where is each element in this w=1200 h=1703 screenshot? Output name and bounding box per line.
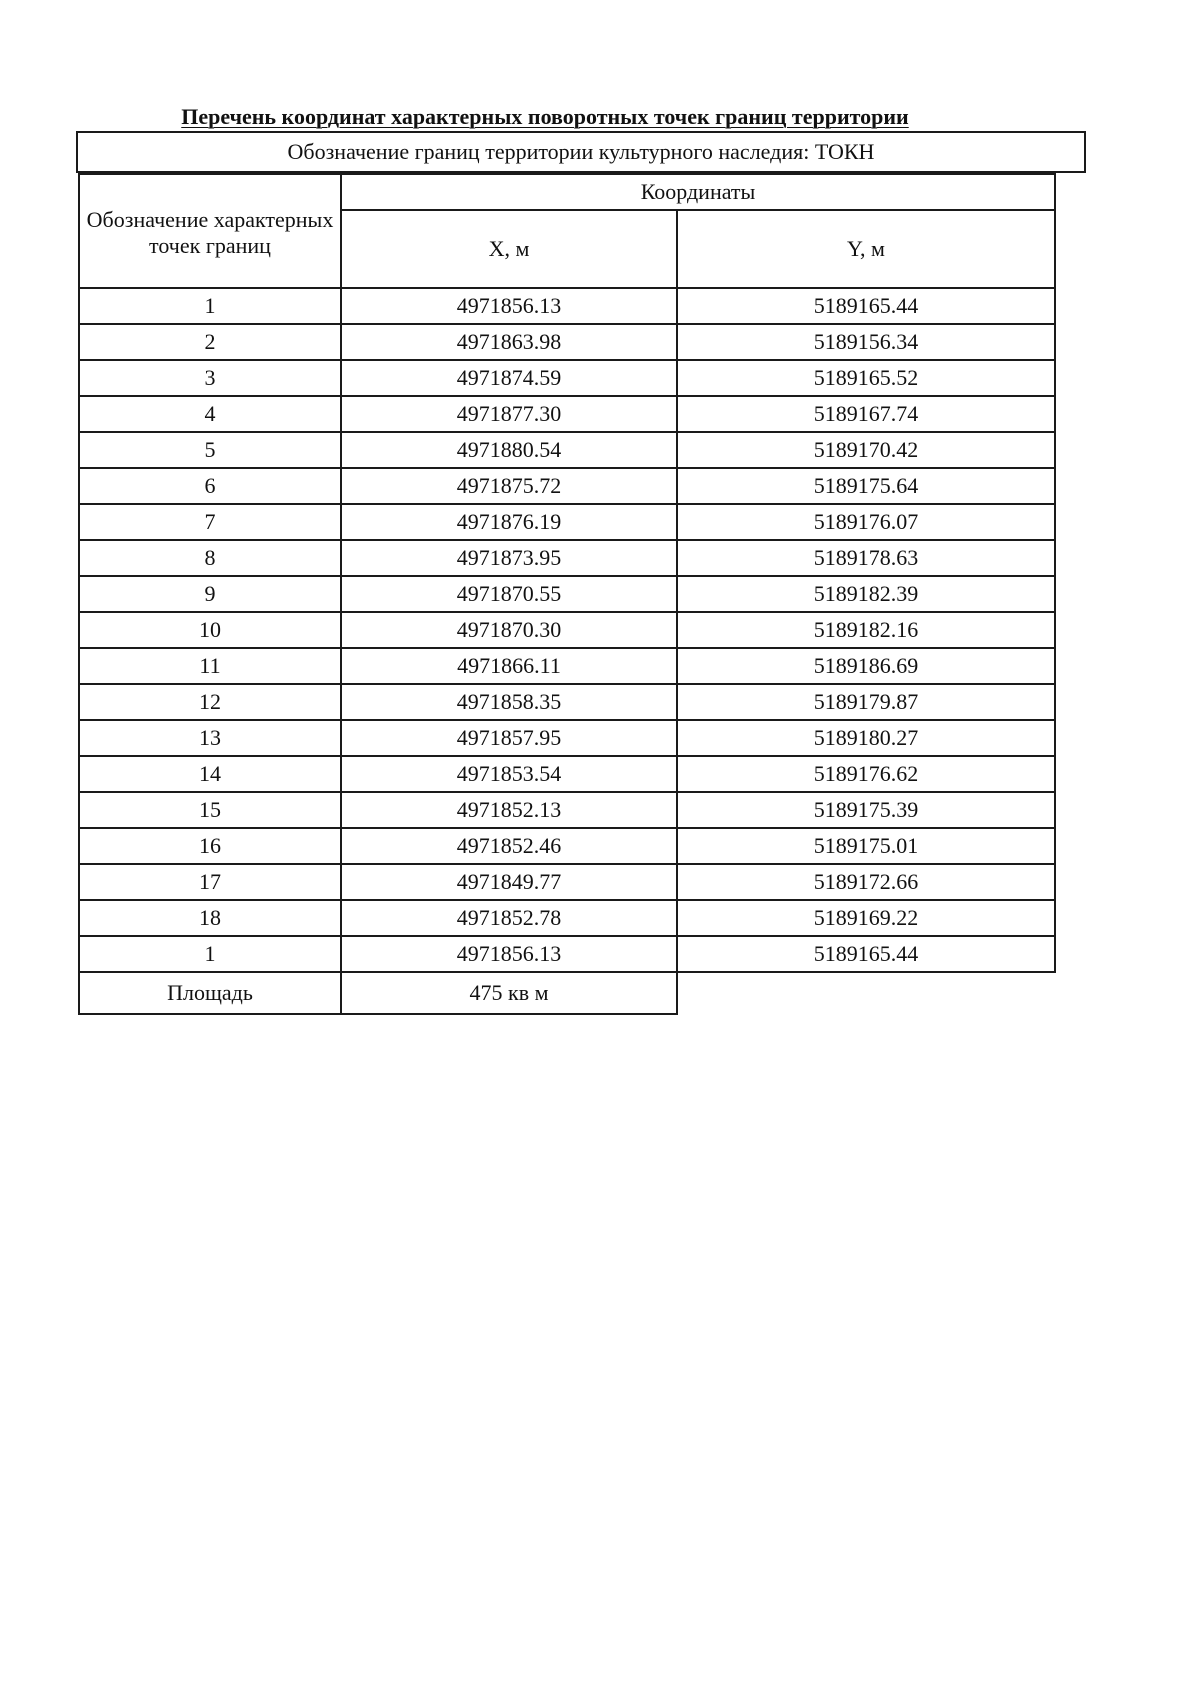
x-cell: 4971852.13 <box>341 792 677 828</box>
table-row <box>79 828 1055 864</box>
x-cell: 4971858.35 <box>341 684 677 720</box>
y-cell: 5189176.62 <box>677 756 1055 792</box>
point-cell: 16 <box>79 828 341 864</box>
y-cell: 5189169.22 <box>677 900 1055 936</box>
x-cell: 4971877.30 <box>341 396 677 432</box>
territory-designation-text: Обозначение границ территории культурного наследия: ТОКН <box>287 139 875 164</box>
y-cell: 5189165.44 <box>677 936 1055 972</box>
point-cell: 18 <box>79 900 341 936</box>
header-coordinates: Координаты <box>341 174 1055 210</box>
area-value: 475 кв м <box>341 972 677 1014</box>
y-cell: 5189165.44 <box>677 288 1055 324</box>
x-cell: 4971853.54 <box>341 756 677 792</box>
y-cell: 5189175.01 <box>677 828 1055 864</box>
header-x: X, м <box>341 210 677 288</box>
y-cell: 5189182.39 <box>677 576 1055 612</box>
header-point-designation: Обозначение характерных точек границ <box>79 174 341 288</box>
point-cell: 8 <box>79 540 341 576</box>
point-cell: 4 <box>79 396 341 432</box>
point-cell: 12 <box>79 684 341 720</box>
table-row <box>79 432 1055 468</box>
point-cell: 1 <box>79 288 341 324</box>
point-cell: 15 <box>79 792 341 828</box>
y-cell: 5189182.16 <box>677 612 1055 648</box>
document-title: Перечень координат характерных поворотных точек границ территории <box>181 104 909 129</box>
y-cell: 5189186.69 <box>677 648 1055 684</box>
y-cell: 5189172.66 <box>677 864 1055 900</box>
table-row <box>79 324 1055 360</box>
x-cell: 4971870.30 <box>341 612 677 648</box>
y-cell: 5189175.64 <box>677 468 1055 504</box>
y-cell: 5189179.87 <box>677 684 1055 720</box>
point-cell: 9 <box>79 576 341 612</box>
x-cell: 4971852.46 <box>341 828 677 864</box>
table-row <box>79 720 1055 756</box>
x-cell: 4971852.78 <box>341 900 677 936</box>
x-cell: 4971856.13 <box>341 936 677 972</box>
point-cell: 1 <box>79 936 341 972</box>
x-cell: 4971880.54 <box>341 432 677 468</box>
y-cell: 5189175.39 <box>677 792 1055 828</box>
point-cell: 11 <box>79 648 341 684</box>
point-cell: 6 <box>79 468 341 504</box>
y-cell: 5189167.74 <box>677 396 1055 432</box>
x-cell: 4971856.13 <box>341 288 677 324</box>
point-cell: 10 <box>79 612 341 648</box>
x-cell: 4971849.77 <box>341 864 677 900</box>
table-row <box>79 648 1055 684</box>
table-row <box>79 684 1055 720</box>
table-row <box>79 288 1055 324</box>
x-cell: 4971870.55 <box>341 576 677 612</box>
x-cell: 4971873.95 <box>341 540 677 576</box>
area-empty-cell <box>677 972 1055 1014</box>
table-row <box>79 396 1055 432</box>
y-cell: 5189180.27 <box>677 720 1055 756</box>
table-row <box>79 504 1055 540</box>
table-row <box>79 792 1055 828</box>
point-cell: 3 <box>79 360 341 396</box>
point-cell: 2 <box>79 324 341 360</box>
table-row <box>79 540 1055 576</box>
y-cell: 5189178.63 <box>677 540 1055 576</box>
area-label: Площадь <box>79 972 341 1014</box>
x-cell: 4971875.72 <box>341 468 677 504</box>
point-cell: 17 <box>79 864 341 900</box>
x-cell: 4971857.95 <box>341 720 677 756</box>
y-cell: 5189165.52 <box>677 360 1055 396</box>
point-cell: 7 <box>79 504 341 540</box>
point-cell: 5 <box>79 432 341 468</box>
point-cell: 13 <box>79 720 341 756</box>
table-row <box>79 864 1055 900</box>
coordinates-body <box>79 288 1055 1014</box>
x-cell: 4971863.98 <box>341 324 677 360</box>
point-cell: 14 <box>79 756 341 792</box>
x-cell: 4971866.11 <box>341 648 677 684</box>
table-row <box>79 756 1055 792</box>
y-cell: 5189176.07 <box>677 504 1055 540</box>
table-row <box>79 576 1055 612</box>
table-row <box>79 936 1055 972</box>
x-cell: 4971874.59 <box>341 360 677 396</box>
coordinates-table <box>78 173 1056 1015</box>
area-row <box>79 972 1055 1014</box>
y-cell: 5189156.34 <box>677 324 1055 360</box>
table-row <box>79 612 1055 648</box>
x-cell: 4971876.19 <box>341 504 677 540</box>
y-cell: 5189170.42 <box>677 432 1055 468</box>
table-row <box>79 468 1055 504</box>
header-y: Y, м <box>677 210 1055 288</box>
table-row <box>79 900 1055 936</box>
territory-designation <box>76 131 1086 173</box>
table-row <box>79 360 1055 396</box>
